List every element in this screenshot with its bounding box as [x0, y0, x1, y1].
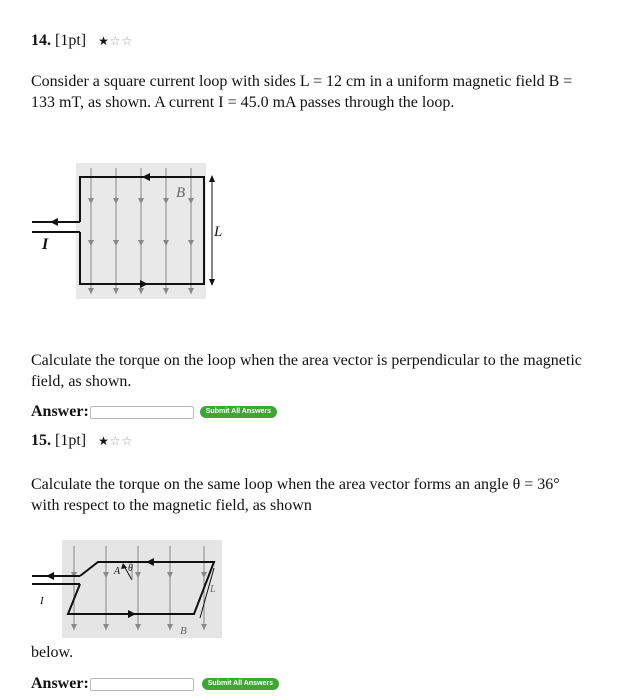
- q15-text-line1: Calculate the torque on the same loop when the area vector forms an angle θ = 36°: [31, 476, 560, 493]
- q14-answer-row: [31, 403, 277, 421]
- q15-problem-text: [31, 474, 621, 516]
- q14-difficulty-stars: [98, 34, 133, 48]
- q14-question-line2: field, as shown.: [31, 373, 132, 390]
- label-L: L: [214, 224, 223, 240]
- q14-submit-button[interactable]: Submit All Answers: [200, 406, 277, 418]
- q14-answer-label: Answer:: [31, 403, 89, 420]
- q15-answer-label: Answer:: [31, 675, 89, 692]
- q14-figure: [28, 160, 228, 305]
- current-direction-arrow: [46, 572, 54, 580]
- q14-answer-input[interactable]: [90, 406, 194, 419]
- label-theta: θ: [128, 563, 133, 574]
- label-L: L: [210, 584, 216, 595]
- current-direction-arrow: [50, 218, 58, 226]
- q15-answer-input[interactable]: [90, 678, 194, 691]
- q15-points: [1pt]: [55, 432, 87, 449]
- star-filled-icon: ★: [98, 34, 110, 48]
- q14-problem-text: [31, 71, 621, 113]
- q14-points: [1pt]: [55, 32, 87, 49]
- q15-answer-row: [31, 675, 279, 693]
- q15-submit-button[interactable]: Submit All Answers: [202, 678, 279, 690]
- q14-text-line1: Consider a square current loop with sides L = 12 cm in a uniform magnetic field B =: [31, 73, 573, 90]
- q15-difficulty-stars: [98, 434, 133, 448]
- q14-question-line1: Calculate the torque on the loop when the area vector is perpendicular to the magnetic: [31, 352, 582, 369]
- q14-text-line2: 133 mT, as shown. A current I = 45.0 mA passes through the loop.: [31, 94, 455, 111]
- q14-number: 14.: [31, 32, 51, 49]
- q15-after-figure-text: below.: [31, 644, 74, 661]
- label-B: B: [180, 625, 187, 637]
- q14-header: [31, 32, 133, 50]
- label-A: A: [114, 566, 121, 577]
- star-empty-icon: ☆☆: [109, 434, 134, 448]
- q15-header: [31, 432, 133, 450]
- label-I: I: [42, 236, 49, 253]
- star-filled-icon: ★: [98, 434, 110, 448]
- q15-text-line2: with respect to the magnetic field, as shown: [31, 497, 312, 514]
- field-region: [62, 540, 222, 638]
- q15-figure: [28, 540, 226, 640]
- star-empty-icon: ☆☆: [109, 34, 134, 48]
- q14-question-text: [31, 350, 621, 392]
- label-B: B: [176, 185, 186, 201]
- q15-number: 15.: [31, 432, 51, 449]
- label-I: I: [40, 595, 44, 607]
